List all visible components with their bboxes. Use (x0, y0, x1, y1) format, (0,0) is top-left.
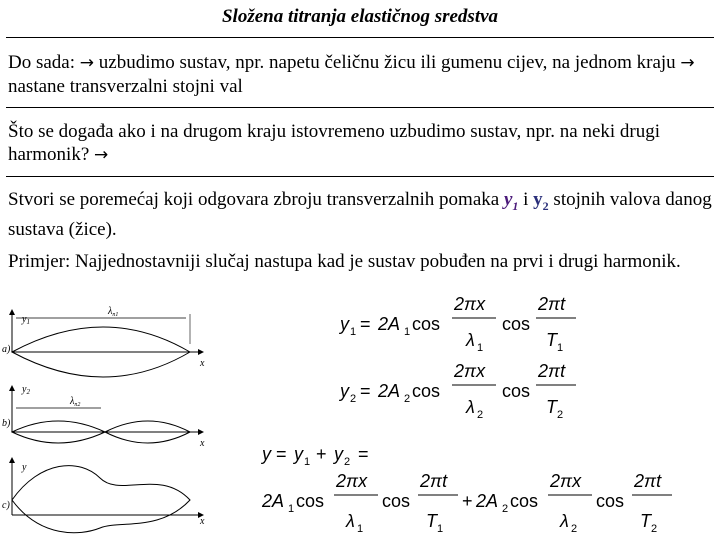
axis-x-label: x (200, 438, 205, 449)
arrow-right-icon: → (79, 53, 95, 73)
lambda-n1-label: $\lambda_{n1}$ (108, 306, 119, 318)
svg-text:=: = (358, 444, 369, 464)
panel-c-label: c) (2, 500, 10, 511)
equation-y2 (338, 361, 576, 421)
svg-text:cos: cos (412, 381, 441, 401)
svg-text:λ: λ (560, 511, 569, 531)
svg-text:1: 1 (357, 523, 364, 535)
svg-text:+: + (462, 491, 473, 511)
panel-a-label: a) (2, 344, 11, 355)
arrow-right-icon: → (94, 145, 109, 165)
paragraph-divider (6, 107, 714, 108)
svg-text:2: 2 (557, 409, 564, 421)
svg-text:cos: cos (296, 491, 325, 511)
text-stojnih: stojnih valova danog sustava (žice). (8, 189, 712, 240)
equation-y1 (338, 294, 576, 354)
svg-text:2πt: 2πt (420, 471, 448, 491)
standing-wave-figure (0, 300, 225, 540)
svg-text:2A: 2A (476, 491, 499, 511)
svg-text:T: T (546, 330, 557, 350)
svg-text:2πx: 2πx (336, 471, 368, 491)
text-do-sada: Do sada: (8, 52, 80, 73)
text-and: i (518, 189, 534, 210)
svg-text:1: 1 (350, 326, 357, 338)
svg-text:2: 2 (477, 409, 484, 421)
svg-text:cos: cos (502, 381, 531, 401)
panel-b (2, 384, 205, 449)
svg-text:2: 2 (571, 523, 578, 535)
svg-text:=: = (360, 314, 371, 334)
svg-text:T: T (426, 511, 437, 531)
svg-text:2: 2 (404, 393, 411, 405)
var-y1: $y_1$ (503, 189, 519, 213)
svg-text:2πt: 2πt (538, 294, 566, 314)
axis-y1-label: $y_1$ (22, 314, 30, 326)
arrow-right-icon: → (680, 53, 695, 73)
svg-text:λ: λ (466, 397, 475, 417)
svg-text:T: T (546, 397, 557, 417)
svg-text:cos: cos (412, 314, 441, 334)
axis-x-label: x (200, 358, 205, 369)
equations (240, 288, 718, 540)
svg-text:2A: 2A (262, 491, 285, 511)
svg-text:λ: λ (466, 330, 475, 350)
axis-x-label: x (200, 516, 205, 527)
axis-y2-label: $y_2$ (22, 384, 30, 396)
text-uzbudimo: uzbudimo sustav, npr. napetu čeličnu žicu ili gumenu cijev, na jednom kraju (94, 52, 681, 73)
svg-text:cos: cos (596, 491, 625, 511)
svg-text:2: 2 (651, 523, 658, 535)
svg-text:y: y (340, 314, 349, 334)
svg-text:2πt: 2πt (634, 471, 662, 491)
paragraph-do-sada (8, 51, 714, 98)
panel-c (2, 458, 205, 533)
svg-text:1: 1 (477, 342, 484, 354)
svg-text:cos: cos (382, 491, 411, 511)
svg-text:2: 2 (344, 456, 351, 468)
lambda-n2-label: $\lambda_{n2}$ (70, 396, 81, 408)
text-stvori: Stvori se poremećaj koji odgovara zbroju transverzalnih pomaka (8, 189, 504, 210)
text-question: Što se događa ako i na drugom kraju istovremeno uzbudimo sustav, npr. na neki drugi harmonik? (8, 121, 661, 165)
svg-text:1: 1 (304, 456, 311, 468)
svg-text:+: + (316, 444, 327, 464)
svg-text:cos: cos (510, 491, 539, 511)
equation-expanded (261, 471, 672, 535)
svg-text:y: y (334, 444, 343, 464)
text-nastane: nastane transverzalni stojni val (8, 76, 243, 97)
panel-b-label: b) (2, 418, 11, 429)
svg-text:1: 1 (557, 342, 564, 354)
svg-text:cos: cos (502, 314, 531, 334)
svg-text:y: y (340, 381, 349, 401)
svg-text:2πx: 2πx (454, 294, 486, 314)
svg-text:1: 1 (437, 523, 444, 535)
svg-text:2πt: 2πt (538, 361, 566, 381)
svg-text:=: = (276, 444, 287, 464)
equation-sum (260, 444, 369, 468)
svg-text:1: 1 (404, 326, 411, 338)
paragraph-primjer: Primjer: Najjednostavniji slučaj nastupa kad je sustav pobuđen na prvi i drugi harmonik. (8, 251, 681, 272)
svg-text:λ: λ (346, 511, 355, 531)
slide-title: Složena titranja elastičnog sredstva (221, 6, 499, 27)
svg-text:2πx: 2πx (454, 361, 486, 381)
svg-text:=: = (360, 381, 371, 401)
paragraph-divider (6, 176, 714, 177)
paragraph-question (8, 120, 714, 167)
var-y2: $y_2$ (533, 189, 549, 213)
svg-text:2: 2 (350, 393, 357, 405)
svg-text:2A: 2A (378, 314, 401, 334)
svg-text:1: 1 (288, 503, 295, 515)
svg-text:2A: 2A (378, 381, 401, 401)
svg-text:T: T (640, 511, 651, 531)
svg-text:2: 2 (502, 503, 509, 515)
svg-text:y: y (262, 444, 271, 464)
paragraph-stvori (8, 188, 714, 241)
axis-y-label: y (22, 462, 27, 473)
svg-text:2πx: 2πx (550, 471, 582, 491)
svg-text:y: y (294, 444, 303, 464)
title-divider (6, 37, 714, 38)
panel-a (2, 306, 205, 377)
